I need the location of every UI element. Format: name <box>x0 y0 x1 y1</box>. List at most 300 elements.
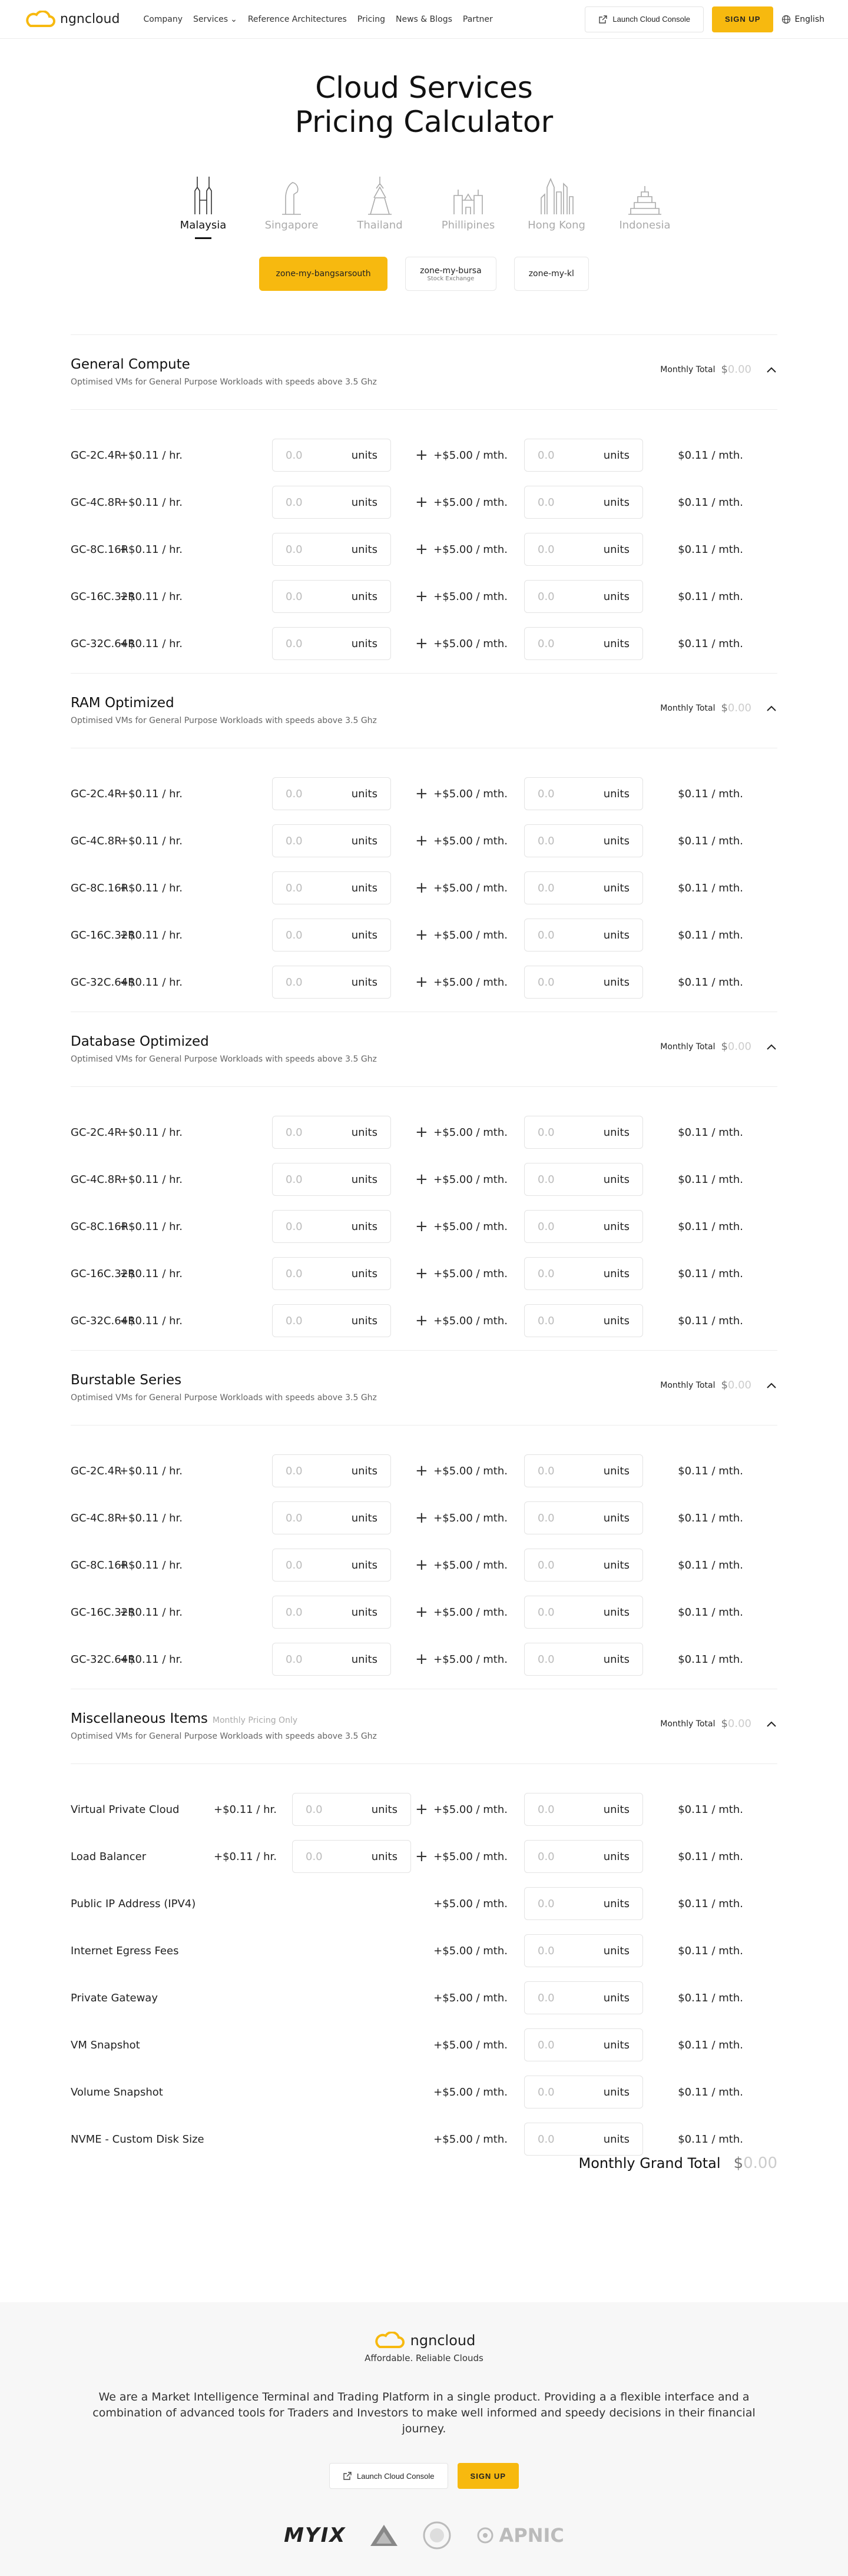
hourly-units-input[interactable] <box>272 486 391 519</box>
units-label: units <box>603 496 630 509</box>
row-total: $0.11 / mth. <box>678 1944 743 1957</box>
nav-services[interactable] <box>193 15 237 24</box>
units-placeholder: 0.0 <box>538 834 555 847</box>
monthly-units-input[interactable] <box>524 1596 643 1629</box>
units-placeholder: 0.0 <box>286 834 303 847</box>
monthly-rate: +$5.00 / mth. <box>433 1944 508 1957</box>
units-placeholder: 0.0 <box>538 637 555 650</box>
units-label: units <box>351 1511 377 1524</box>
monthly-rate: +$5.00 / mth. <box>433 1220 508 1233</box>
units-placeholder: 0.0 <box>538 1464 555 1477</box>
hourly-units-input[interactable] <box>272 1257 391 1290</box>
row-total: $0.11 / mth. <box>678 1267 743 1280</box>
row-total: $0.11 / mth. <box>678 929 743 941</box>
monthly-units-input[interactable] <box>524 1643 643 1676</box>
hourly-units-input[interactable] <box>272 580 391 613</box>
hourly-units-input[interactable] <box>272 1596 391 1629</box>
temple-icon <box>361 174 399 216</box>
launch-console-button[interactable] <box>585 6 704 32</box>
row-total: $0.11 / mth. <box>678 1220 743 1233</box>
units-label: units <box>603 1267 630 1280</box>
footer-brand-name: ngncloud <box>410 2332 476 2349</box>
units-label: units <box>351 590 377 603</box>
hourly-rate: +$0.11 / hr. <box>120 449 183 462</box>
monthly-total-label: Monthly Total <box>660 1042 716 1052</box>
monthly-units-input[interactable] <box>524 777 643 810</box>
pricing-row <box>71 1786 777 1833</box>
partner-myix-logo: MYIX <box>284 2524 346 2547</box>
partner-triangle-logo <box>369 2524 399 2547</box>
nav-pricing[interactable]: Pricing <box>357 14 385 24</box>
section-rows <box>71 410 777 667</box>
hourly-units-input[interactable] <box>272 439 391 472</box>
row-total: $0.11 / mth. <box>678 1464 743 1477</box>
monthly-rate: +$5.00 / mth. <box>433 834 508 847</box>
section-rows <box>71 748 777 1006</box>
monthly-units-input[interactable] <box>524 1934 643 1967</box>
monthly-units-input[interactable] <box>524 627 643 660</box>
plus-icon: + <box>415 1801 428 1818</box>
pricing-row <box>71 1589 777 1636</box>
partner-apnic-logo <box>475 2524 564 2547</box>
plus-icon: + <box>415 1265 428 1282</box>
region-label: Hong Kong <box>528 219 585 231</box>
region-tab-phillipines[interactable] <box>439 174 498 239</box>
monthly-units-input[interactable] <box>524 580 643 613</box>
currency-symbol: $ <box>721 702 728 714</box>
monthly-units-input[interactable] <box>524 1549 643 1582</box>
brand-name: ngncloud <box>60 12 120 26</box>
units-placeholder: 0.0 <box>538 543 555 556</box>
plus-icon: + <box>415 785 428 803</box>
section-subtitle: Optimised VMs for General Purpose Workloads with speeds above 3.5 Ghz <box>71 1055 377 1064</box>
monthly-total-label: Monthly Total <box>660 703 716 713</box>
footer-logo[interactable] <box>0 2332 848 2349</box>
monthly-units-input[interactable] <box>524 1840 643 1873</box>
region-label: Singapore <box>264 219 319 231</box>
monthly-units-input[interactable] <box>524 1304 643 1337</box>
nav-reference-architectures[interactable]: Reference Architectures <box>247 14 347 24</box>
units-placeholder: 0.0 <box>538 1850 555 1863</box>
hourly-units-input[interactable] <box>272 627 391 660</box>
hourly-rate: +$0.11 / hr. <box>120 976 183 989</box>
item-name: NVME - Custom Disk Size <box>71 2133 204 2146</box>
item-name: Public IP Address (IPV4) <box>71 1897 196 1910</box>
section-header[interactable] <box>71 673 777 748</box>
units-label: units <box>351 929 377 941</box>
section-subtitle: Optimised VMs for General Purpose Workloads with speeds above 3.5 Ghz <box>71 1393 377 1403</box>
units-placeholder: 0.0 <box>538 1897 555 1910</box>
monthly-units-input[interactable] <box>524 1454 643 1487</box>
units-label: units <box>351 787 377 800</box>
monthly-units-input[interactable] <box>524 1501 643 1534</box>
monthly-units-input[interactable] <box>524 1116 643 1149</box>
monthly-rate: +$5.00 / mth. <box>433 929 508 941</box>
monthly-rate: +$5.00 / mth. <box>433 1653 508 1666</box>
item-name: GC-2C.4R <box>71 449 122 462</box>
hourly-units-input[interactable] <box>272 777 391 810</box>
top-nav <box>0 0 848 39</box>
grand-total-value: 0.00 <box>743 2154 777 2172</box>
section-header[interactable] <box>71 1689 777 1764</box>
plus-icon: + <box>415 1462 428 1480</box>
hourly-rate: +$0.11 / hr. <box>120 1464 183 1477</box>
monthly-units-input[interactable] <box>524 1163 643 1196</box>
units-label: units <box>351 881 377 894</box>
pricing-row <box>71 2068 777 2116</box>
hourly-rate: +$0.11 / hr. <box>120 929 183 941</box>
item-name: GC-4C.8R <box>71 496 122 509</box>
units-placeholder: 0.0 <box>286 1464 303 1477</box>
region-tab-thailand[interactable] <box>350 174 409 239</box>
section-title <box>71 1034 209 1049</box>
nav-company[interactable]: Company <box>143 14 183 24</box>
hourly-units-input[interactable] <box>272 1454 391 1487</box>
units-placeholder: 0.0 <box>538 787 555 800</box>
plus-icon: + <box>415 1556 428 1574</box>
units-label: units <box>351 1220 377 1233</box>
partner-logos <box>0 2521 848 2550</box>
monthly-total-value: 0.00 <box>727 702 751 714</box>
pricing-row <box>71 1541 777 1589</box>
monthly-total-value: 0.00 <box>727 1718 751 1730</box>
launch-console-label: Launch Cloud Console <box>612 15 690 24</box>
item-name: Internet Egress Fees <box>71 1944 179 1957</box>
units-placeholder: 0.0 <box>286 976 303 989</box>
hourly-rate: +$0.11 / hr. <box>120 590 183 603</box>
monthly-total-label: Monthly Total <box>660 1380 716 1390</box>
item-name: GC-8C.16R <box>71 1220 129 1233</box>
zone-button-bursa[interactable] <box>405 257 496 291</box>
units-label: units <box>603 1559 630 1572</box>
monthly-rate: +$5.00 / mth. <box>433 1314 508 1327</box>
hourly-units-input[interactable] <box>272 824 391 857</box>
section-monthly-total <box>660 702 777 714</box>
monthly-units-input[interactable] <box>524 533 643 566</box>
units-label: units <box>603 449 630 462</box>
section-monthly-total <box>660 1379 777 1391</box>
currency-symbol: $ <box>721 363 728 376</box>
section-monthly-total <box>660 1040 777 1053</box>
pricing-row <box>71 817 777 864</box>
region-tab-singapore[interactable] <box>262 174 321 239</box>
hourly-units-input[interactable] <box>272 966 391 999</box>
plus-icon: + <box>415 1650 428 1668</box>
monthly-rate: +$5.00 / mth. <box>433 1126 508 1139</box>
monthly-units-input[interactable] <box>524 2123 643 2156</box>
pricing-row <box>71 1203 777 1250</box>
section-header[interactable] <box>71 334 777 410</box>
section-rows <box>71 1087 777 1344</box>
plus-icon: + <box>415 1509 428 1527</box>
hourly-units-input[interactable] <box>272 1210 391 1243</box>
hourly-units-input[interactable] <box>292 1793 411 1826</box>
region-tab-malaysia[interactable] <box>174 174 233 239</box>
hourly-rate: +$0.11 / hr. <box>120 1126 183 1139</box>
units-label: units <box>603 1897 630 1910</box>
active-tab-indicator <box>195 237 211 239</box>
units-placeholder: 0.0 <box>538 2086 555 2098</box>
monthly-units-input[interactable] <box>524 1793 643 1826</box>
monthly-units-input[interactable] <box>524 2028 643 2061</box>
pricing-row <box>71 1880 777 1927</box>
launch-console-label: Launch Cloud Console <box>356 2471 435 2481</box>
row-total: $0.11 / mth. <box>678 1653 743 1666</box>
footer-launch-console-button[interactable] <box>329 2463 448 2489</box>
region-label: Malaysia <box>180 219 227 231</box>
pricing-row <box>71 959 777 1006</box>
cloud-logo-icon <box>24 11 55 28</box>
monthly-units-input[interactable] <box>524 439 643 472</box>
monthly-units-input[interactable] <box>524 1887 643 1920</box>
monthly-rate: +$5.00 / mth. <box>433 2086 508 2098</box>
monthly-total-amount <box>721 363 751 376</box>
row-total: $0.11 / mth. <box>678 1991 743 2004</box>
pricing-row <box>71 620 777 667</box>
row-total: $0.11 / mth. <box>678 1606 743 1619</box>
monthly-rate: +$5.00 / mth. <box>433 2133 508 2146</box>
pricing-row <box>71 1297 777 1344</box>
monthly-total-value: 0.00 <box>727 1040 751 1053</box>
monthly-rate: +$5.00 / mth. <box>433 2038 508 2051</box>
footer-description: We are a Market Intelligence Terminal and Trading Platform in a single product. Providing a a flexible interface and a combination of advanced tools for Traders and Investors to make well informed and speedy decisions in their financial journey. <box>92 2391 756 2435</box>
church-icon <box>449 174 487 216</box>
monthly-units-input[interactable] <box>524 1981 643 2014</box>
cloud-logo-icon <box>373 2332 405 2349</box>
monthly-rate: +$5.00 / mth. <box>433 1803 508 1816</box>
brand-logo[interactable] <box>24 11 120 28</box>
units-label: units <box>603 1850 630 1863</box>
monthly-units-input[interactable] <box>524 919 643 952</box>
monthly-rate: +$5.00 / mth. <box>433 1991 508 2004</box>
monthly-rate: +$5.00 / mth. <box>433 976 508 989</box>
monthly-units-input[interactable] <box>524 871 643 904</box>
item-name: Private Gateway <box>71 1991 158 2004</box>
skyline-icon <box>538 174 575 216</box>
row-total: $0.11 / mth. <box>678 1850 743 1863</box>
pricing-row <box>71 1927 777 1974</box>
units-label: units <box>603 543 630 556</box>
chevron-up-icon[interactable] <box>766 1718 777 1730</box>
units-label: units <box>603 2133 630 2146</box>
chevron-down-icon: ⌄ <box>230 14 237 24</box>
section-title-text: Database Optimized <box>71 1034 209 1049</box>
units-placeholder: 0.0 <box>538 1314 555 1327</box>
page-title-line1: Cloud Services <box>315 71 533 105</box>
units-placeholder: 0.0 <box>538 1220 555 1233</box>
zone-label: zone-my-kl <box>528 269 574 279</box>
monthly-total-amount <box>721 1718 751 1730</box>
grand-total-label: Monthly Grand Total <box>578 2155 721 2171</box>
item-name: GC-2C.4R <box>71 1464 122 1477</box>
section-header[interactable] <box>71 1012 777 1087</box>
footer-tagline: Affordable. Reliable Clouds <box>365 2353 483 2363</box>
monthly-rate: +$5.00 / mth. <box>433 1850 508 1863</box>
units-label: units <box>371 1850 398 1863</box>
plus-icon: + <box>415 1218 428 1235</box>
units-label: units <box>351 976 377 989</box>
hourly-units-input[interactable] <box>272 1549 391 1582</box>
hourly-rate: +$0.11 / hr. <box>120 834 183 847</box>
chevron-up-icon[interactable] <box>766 702 777 714</box>
section-title-text: General Compute <box>71 357 190 372</box>
region-tab-indonesia[interactable] <box>615 174 674 239</box>
section-header[interactable] <box>71 1350 777 1425</box>
chevron-up-icon[interactable] <box>766 364 777 376</box>
row-total: $0.11 / mth. <box>678 1559 743 1572</box>
monthly-total-label: Monthly Total <box>660 1719 716 1729</box>
plus-icon: + <box>415 832 428 850</box>
hourly-units-input[interactable] <box>272 919 391 952</box>
pricing-row <box>71 526 777 573</box>
units-placeholder: 0.0 <box>286 449 303 462</box>
units-label: units <box>603 1220 630 1233</box>
hourly-rate: +$0.11 / hr. <box>120 1220 183 1233</box>
row-total: $0.11 / mth. <box>678 787 743 800</box>
monthly-units-input[interactable] <box>524 2076 643 2108</box>
units-label: units <box>603 787 630 800</box>
units-label: units <box>371 1803 398 1816</box>
region-tab-hong-kong[interactable] <box>527 174 586 239</box>
chevron-up-icon[interactable] <box>766 1380 777 1391</box>
units-label: units <box>603 1511 630 1524</box>
item-name: GC-8C.16R <box>71 543 129 556</box>
section-title <box>71 695 174 711</box>
units-placeholder: 0.0 <box>538 1944 555 1957</box>
section-rows <box>71 1425 777 1683</box>
monthly-rate: +$5.00 / mth. <box>433 881 508 894</box>
monthly-units-input[interactable] <box>524 824 643 857</box>
region-label: Thailand <box>357 219 403 231</box>
plus-icon: + <box>415 926 428 944</box>
units-placeholder: 0.0 <box>538 1559 555 1572</box>
hourly-units-input[interactable] <box>272 533 391 566</box>
hourly-rate: +$0.11 / hr. <box>120 1653 183 1666</box>
units-placeholder: 0.0 <box>538 976 555 989</box>
hourly-units-input[interactable] <box>272 1163 391 1196</box>
units-label: units <box>603 1991 630 2004</box>
units-label: units <box>603 834 630 847</box>
monthly-units-input[interactable] <box>524 486 643 519</box>
units-placeholder: 0.0 <box>538 1653 555 1666</box>
pricing-section <box>71 1689 777 2163</box>
pricing-row <box>71 1494 777 1541</box>
item-name: GC-4C.8R <box>71 834 122 847</box>
plus-icon: + <box>415 446 428 464</box>
row-total: $0.11 / mth. <box>678 1314 743 1327</box>
units-placeholder: 0.0 <box>286 496 303 509</box>
chevron-up-icon[interactable] <box>766 1041 777 1053</box>
pricing-row <box>71 1636 777 1683</box>
units-placeholder: 0.0 <box>538 2133 555 2146</box>
units-label: units <box>603 1126 630 1139</box>
units-label: units <box>603 2038 630 2051</box>
item-name: GC-16C.32R <box>71 929 135 941</box>
item-name: GC-4C.8R <box>71 1173 122 1186</box>
signup-button[interactable]: SIGN UP <box>712 6 773 32</box>
monthly-rate: +$5.00 / mth. <box>433 1267 508 1280</box>
monthly-rate: +$5.00 / mth. <box>433 449 508 462</box>
nav-partner[interactable]: Partner <box>462 14 493 24</box>
monthly-units-input[interactable] <box>524 966 643 999</box>
units-placeholder: 0.0 <box>286 590 303 603</box>
units-placeholder: 0.0 <box>538 1803 555 1816</box>
hourly-units-input[interactable] <box>272 1643 391 1676</box>
units-placeholder: 0.0 <box>538 1173 555 1186</box>
zone-button-kl[interactable] <box>514 257 589 291</box>
section-title-text: Miscellaneous Items <box>71 1711 208 1726</box>
units-placeholder: 0.0 <box>286 1173 303 1186</box>
units-label: units <box>351 1464 377 1477</box>
row-total: $0.11 / mth. <box>678 1173 743 1186</box>
row-total: $0.11 / mth. <box>678 449 743 462</box>
plus-icon: + <box>415 541 428 558</box>
monthly-rate: +$5.00 / mth. <box>433 590 508 603</box>
monthly-units-input[interactable] <box>524 1210 643 1243</box>
plus-icon: + <box>415 1312 428 1330</box>
monthly-total-value: 0.00 <box>727 363 751 376</box>
footer-signup-button[interactable]: SIGN UP <box>458 2463 519 2489</box>
monthly-total-amount <box>721 1040 751 1053</box>
item-name: VM Snapshot <box>71 2038 140 2051</box>
pricing-section <box>71 334 777 667</box>
units-placeholder: 0.0 <box>538 881 555 894</box>
units-label: units <box>351 1173 377 1186</box>
hourly-units-input[interactable] <box>292 1840 411 1873</box>
hourly-rate: +$0.11 / hr. <box>120 881 183 894</box>
units-label: units <box>351 1653 377 1666</box>
units-placeholder: 0.0 <box>286 1606 303 1619</box>
currency-symbol: $ <box>721 1040 728 1053</box>
hourly-rate: +$0.11 / hr. <box>120 1559 183 1572</box>
hourly-units-input[interactable] <box>272 1501 391 1534</box>
language-label: English <box>794 14 824 24</box>
zone-button-bangsarsouth[interactable] <box>259 257 387 291</box>
row-total: $0.11 / mth. <box>678 1126 743 1139</box>
external-link-icon <box>598 15 608 24</box>
plus-icon: + <box>415 493 428 511</box>
apnic-mark-icon <box>475 2527 495 2544</box>
row-total: $0.11 / mth. <box>678 637 743 650</box>
units-label: units <box>351 834 377 847</box>
section-monthly-total <box>660 363 777 376</box>
monthly-units-input[interactable] <box>524 1257 643 1290</box>
nav-actions <box>585 6 824 32</box>
hourly-units-input[interactable] <box>272 1304 391 1337</box>
pricing-row <box>71 2021 777 2068</box>
row-total: $0.11 / mth. <box>678 1511 743 1524</box>
language-selector[interactable] <box>781 15 824 24</box>
units-placeholder: 0.0 <box>538 1991 555 2004</box>
units-placeholder: 0.0 <box>538 496 555 509</box>
plus-icon: + <box>415 879 428 897</box>
units-placeholder: 0.0 <box>538 1606 555 1619</box>
units-placeholder: 0.0 <box>538 2038 555 2051</box>
nav-news[interactable]: News & Blogs <box>395 14 452 24</box>
hourly-units-input[interactable] <box>272 871 391 904</box>
units-label: units <box>351 637 377 650</box>
units-label: units <box>603 1606 630 1619</box>
units-label: units <box>603 1803 630 1816</box>
pricing-row <box>71 1833 777 1880</box>
row-total: $0.11 / mth. <box>678 590 743 603</box>
units-label: units <box>603 929 630 941</box>
units-placeholder: 0.0 <box>538 1267 555 1280</box>
monthly-rate: +$5.00 / mth. <box>433 1897 508 1910</box>
hourly-units-input[interactable] <box>272 1116 391 1149</box>
row-total: $0.11 / mth. <box>678 543 743 556</box>
hourly-rate: +$0.11 / hr. <box>120 787 183 800</box>
